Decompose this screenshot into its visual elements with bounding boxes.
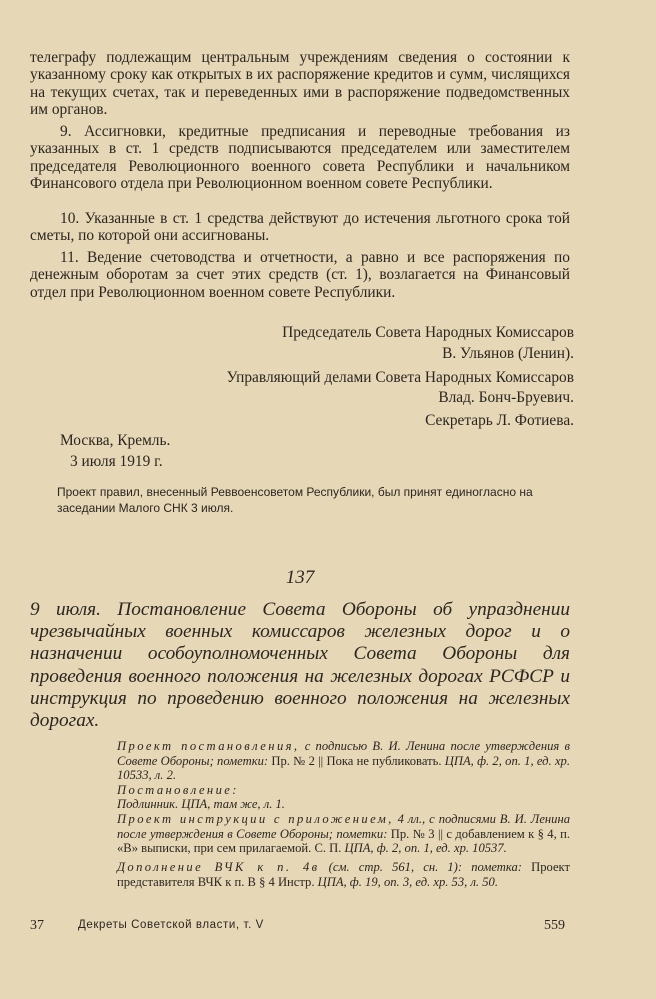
source-2-label bbox=[117, 783, 570, 798]
page-number: 559 bbox=[544, 918, 565, 933]
paragraph-11: 11. Ведение счетоводства и отчетности, а равно и все распоряжения по денежным оборотам за счет этих средств (ст. 1), возлагается на Финансовый отдел при Революционном военном совете Республики. bbox=[30, 249, 570, 301]
paragraph-10: 10. Указанные в ст. 1 средства действуют до истечения льготного срока той сметы, по которой они ассигнованы. bbox=[30, 210, 570, 245]
chair-title: Председатель Совета Народных Комиссаров bbox=[282, 324, 574, 341]
source-1 bbox=[117, 739, 570, 783]
paragraph-9: 9. Ассигновки, кредитные предписания и переводные требования из указанных в ст. 1 средств подписываются председателем или заместителем председателя Революционного военного совета Республики и начальником Финансового отдела при Революционном военном совете Республики. bbox=[30, 123, 570, 192]
source-3 bbox=[117, 812, 570, 856]
source-4-note: Проект представителя ВЧК к п. В § 4 Инстр. bbox=[117, 860, 570, 889]
paragraph-continuation: телеграфу подлежащим центральным учреждениям сведения о состоянии к указанному сроку как открытых в их распоряжение кредитов и сумм, числящихся на текущих счетах, так и переведенных ими в распоряжение подведомственных им органов. bbox=[30, 49, 570, 118]
source-1-label: Проект постановления, bbox=[117, 739, 300, 753]
source-3-archive: ЦПА, ф. 2, оп. 1, ед. хр. 10537. bbox=[341, 841, 507, 856]
source-4-label: Дополнение ВЧК к п. 4в bbox=[117, 860, 320, 874]
place-date: 3 июля 1919 г. bbox=[70, 453, 163, 470]
secretary-signature: Секретарь Л. Фотиева. bbox=[425, 412, 574, 429]
source-3-label: Проект инструкции с приложением, bbox=[117, 812, 394, 826]
source-3-note: Пр. № 3 || с добавлением к § 4, п. «В» выписки, при сем прилагаемой. С. П. bbox=[117, 826, 571, 856]
chair-name: В. Ульянов (Ленин). bbox=[442, 345, 574, 362]
editorial-note: Проект правил, внесенный Реввоенсоветом Республики, был принят единогласно на заседании Малого СНК 3 июля. bbox=[57, 485, 533, 515]
source-1-archive: ЦПА, ф. 2, оп. 1, ед. хр. 10533, л. 2. bbox=[117, 753, 570, 783]
footer-signature-mark: 37 bbox=[30, 918, 44, 933]
place-city: Москва, Кремль. bbox=[60, 432, 171, 449]
source-1-text: с подписью В. И. Ленина после утверждения в Совете Обороны; пометки: bbox=[117, 739, 570, 768]
manager-name: Влад. Бонч-Бруевич. bbox=[438, 389, 574, 406]
footer-book-title: Декреты Советской власти, т. V bbox=[78, 919, 264, 931]
source-4 bbox=[117, 860, 570, 889]
source-4-text: (см. стр. 561, сн. 1): пометка: bbox=[319, 860, 532, 874]
document-heading: 9 июля. Постановление Совета Обороны об упразднении чрезвычайных военных комиссаров железных дорог и о назначении особоуполномоченных Совета Обороны для проведения военного положения на железных дорогах РСФСР и инструкция по проведению военного положения на железных дорогах. bbox=[30, 599, 570, 732]
source-3-text: 4 лл., с подписями В. И. Ленина после утверждения в Совете Обороны; пометки: bbox=[117, 812, 571, 841]
document-number: 137 bbox=[285, 567, 315, 588]
source-1-note: Пр. № 2 || Пока не публиковать. bbox=[271, 753, 442, 768]
source-4-archive: ЦПА, ф. 19, оп. 3, ед. хр. 53, л. 50. bbox=[314, 874, 498, 889]
manager-title: Управляющий делами Совета Народных Комиссаров bbox=[226, 369, 574, 386]
source-2-label-text: Постановление: bbox=[117, 783, 239, 797]
source-2-text: Подлинник. ЦПА, там же, л. 1. bbox=[117, 797, 285, 811]
